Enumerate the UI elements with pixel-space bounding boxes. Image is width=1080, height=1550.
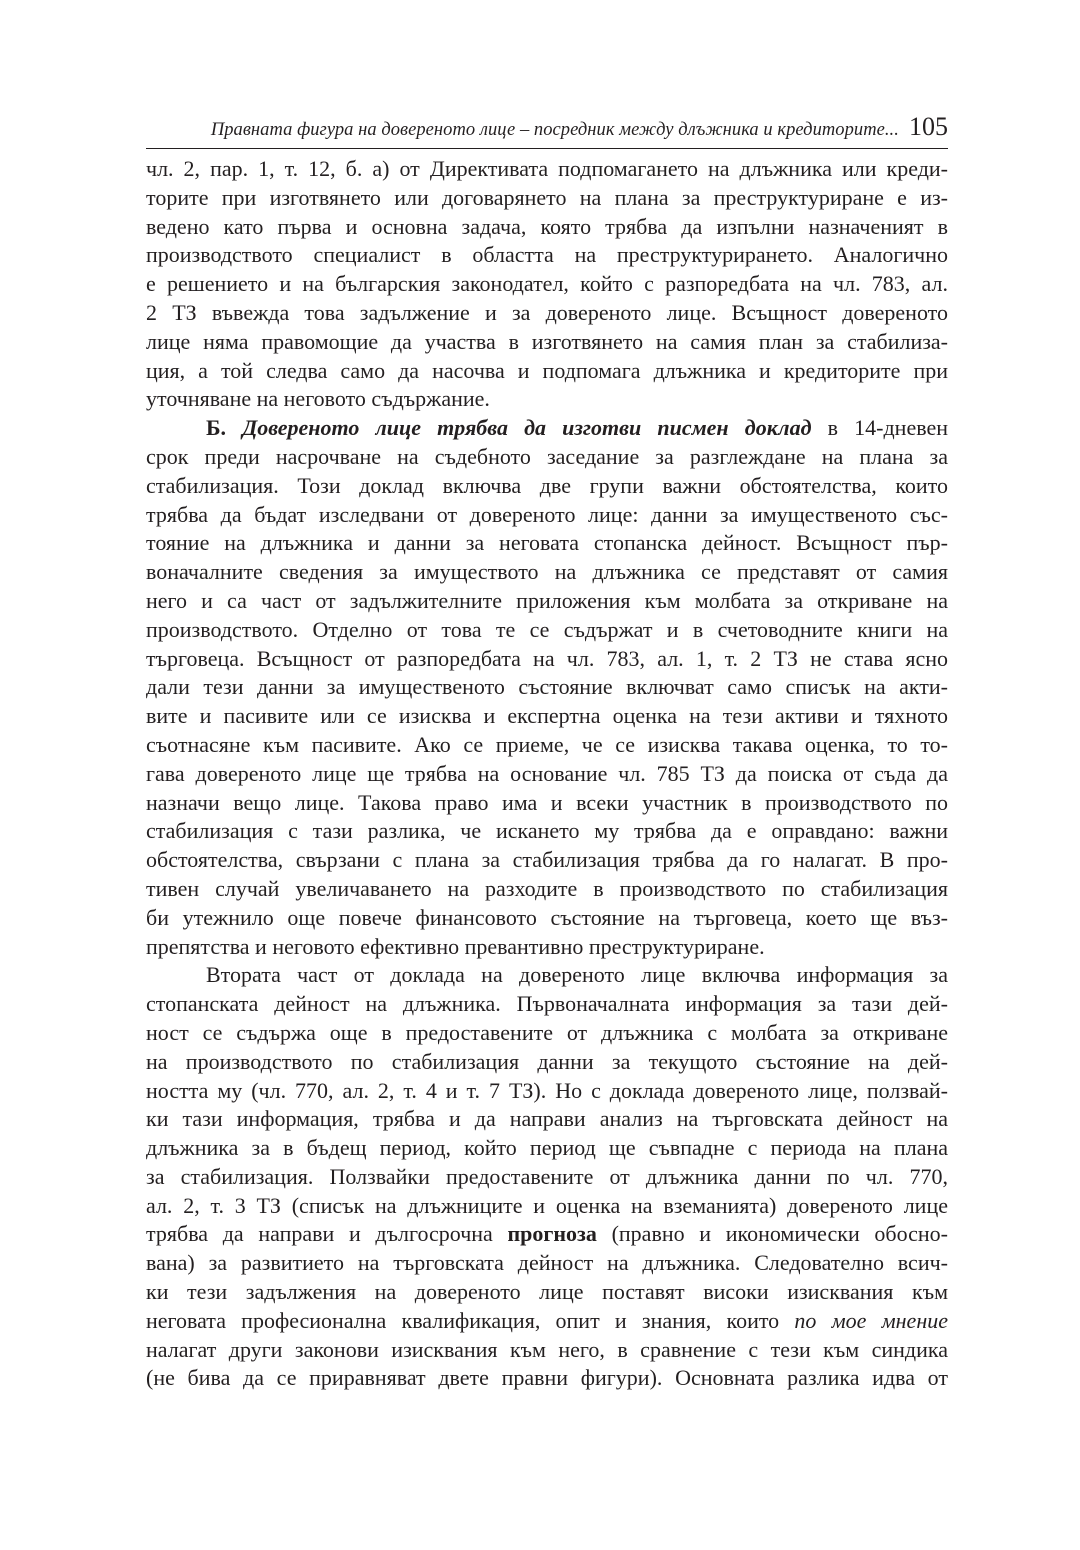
section-b-heading-line: Б. Довереното лице трябва да изготви писмен доклад в 14-дневен	[206, 415, 949, 441]
section-label: Б	[206, 415, 221, 441]
paragraph-line: ност се съдържа още в предоставените от длъжника с молбата за откриване	[146, 1019, 948, 1045]
paragraph-line: налагат други законови изисквания към него, в сравнение с тези към синдика	[146, 1336, 948, 1362]
page-number: 105	[909, 112, 948, 141]
bold-term-prognosis: прогноза	[507, 1221, 597, 1247]
paragraph-line: назначи вещо лице. Такова право има и всеки участник в производството по	[146, 789, 948, 815]
paragraph-line: вите и пасивите или се изисква и експертна оценка на тези активи и тяхното	[146, 703, 948, 729]
paragraph-line: за стабилизация. Ползвайки предоставените от длъжника данни по чл. 770,	[146, 1163, 948, 1189]
paragraph-line: уточняване на неговото съдържание.	[146, 386, 490, 412]
line-segment: (правно и икономически обосно-	[596, 1221, 949, 1247]
paragraph-line: препятства и неговото ефективно превантивно преструктуриране.	[146, 933, 765, 959]
paragraph-line	[146, 1220, 948, 1249]
paragraph-line: ността му (чл. 770, ал. 2, т. 4 и т. 7 ТЗ). Но с доклада довереното лице, ползвай-	[146, 1077, 948, 1103]
paragraph-line: съотнасяне към пасивите. Ако се приеме, че се изисква такава оценка, то то-	[146, 731, 948, 757]
paragraph-line: длъжника за в бъдещ период, който период ще съвпадне с периода на плана	[146, 1135, 948, 1161]
paragraph-line: стабилизация. Този доклад включва две групи важни обстоятелства, които	[146, 472, 948, 498]
paragraph-line: гава довереното лице ще трябва на основание чл. 785 ТЗ да поиска от съда да	[146, 760, 948, 786]
paragraph-line: торите при изготвянето или договарянето на плана за преструктуриране е из-	[146, 184, 948, 210]
paragraph-line: производството. Отделно от това те се съдържат и в счетоводните книги на	[146, 616, 948, 642]
paragraph-line: ал. 2, т. 3 ТЗ (списък на длъжниците и оценка на вземанията) довереното лице	[146, 1192, 948, 1218]
paragraph-line: вана) за развитието на търговската дейност на длъжника. Следователно всич-	[146, 1250, 948, 1276]
running-header	[146, 112, 948, 149]
paragraph-line: ведено като първа и основна задача, която трябва да изпълни назначеният в	[146, 213, 948, 239]
paragraph-line	[146, 1307, 948, 1336]
heading-line-rest: в 14-дневен	[811, 415, 949, 441]
line-segment: трябва да направи и дългосрочна	[146, 1221, 508, 1247]
paragraph-line: дали тези данни за имущественото състояние включват само списък на акти-	[146, 674, 948, 700]
paragraph-line: ки тази информация, трябва и да направи анализ на търговската дейност на	[146, 1106, 948, 1132]
paragraph-line: би утежнило още повече финансовото състояние на търговеца, което ще въз-	[146, 904, 948, 930]
paragraph-line: обстоятелства, свързани с плана за стабилизация трябва да го налагат. В про-	[146, 847, 948, 873]
paragraph-line: тивен случай увеличаването на разходите в производството по стабилизация	[146, 875, 948, 901]
paragraph-line: производството специалист в областта на преструктурирането. Аналогично	[146, 242, 948, 268]
paragraph-line: тояние на длъжника и данни за неговата стопанска дейност. Всъщност пър-	[146, 530, 948, 556]
paragraph-line: лице няма правомощие да участва в изготвянето на самия план за стабилиза-	[146, 328, 948, 354]
paragraph-line: ки тези задължения на довереното лице поставят високи изисквания към	[146, 1279, 948, 1305]
paragraph-line: 2 ТЗ въвежда това задължение и за довереното лице. Всъщност довереното	[146, 299, 948, 325]
paragraph-line: търговеца. Всъщност от разпоредбата на чл. 783, ал. 1, т. 2 ТЗ не става ясно	[146, 645, 948, 671]
paragraph-line: воначалните сведения за имуществото на длъжника се представят от самия	[146, 559, 948, 585]
line-segment: неговата професионална квалификация, опит и знания, които	[146, 1307, 795, 1333]
paragraph-line: на производството по стабилизация данни за текущото състояние на дей-	[146, 1048, 948, 1074]
paragraph-line: (не бива да се приравняват двете правни фигури). Основната разлика идва от	[146, 1365, 948, 1391]
paragraph-line: срок преди насрочване на съдебното заседание за разглеждане на плана за	[146, 443, 948, 469]
section-heading: Довереното лице трябва да изготви писмен доклад	[242, 415, 812, 441]
paragraph-line: е решението и на българския законодател, който с разпоредбата на чл. 783, ал.	[146, 271, 948, 297]
body-text	[146, 155, 948, 1393]
paragraph-line: Втората част от доклада на довереното лице включва информация за	[206, 962, 948, 988]
running-header-title: Правната фигура на довереното лице – посредник между длъжника и кредиторите...	[210, 120, 899, 140]
italic-phrase: по мое мнение	[794, 1307, 949, 1333]
paragraph-line: стабилизация с тази разлика, че искането му трябва да е оправдано: важни	[146, 818, 948, 844]
paragraph-line: него и са част от задължителните приложения към молбата за откриване на	[146, 587, 948, 613]
paragraph-line: чл. 2, пар. 1, т. 12, б. а) от Директивата подпомагането на длъжника или креди-	[146, 156, 948, 181]
paragraph-line: ция, а той следва само да насочва и подпомага длъжника и кредиторите при	[146, 357, 948, 383]
paragraph-line: трябва да бъдат изследвани от довереното лице: данни за имущественото със-	[146, 501, 948, 527]
paragraph-line: стопанската дейност на длъжника. Първоначалната информация за тази дей-	[146, 991, 948, 1017]
